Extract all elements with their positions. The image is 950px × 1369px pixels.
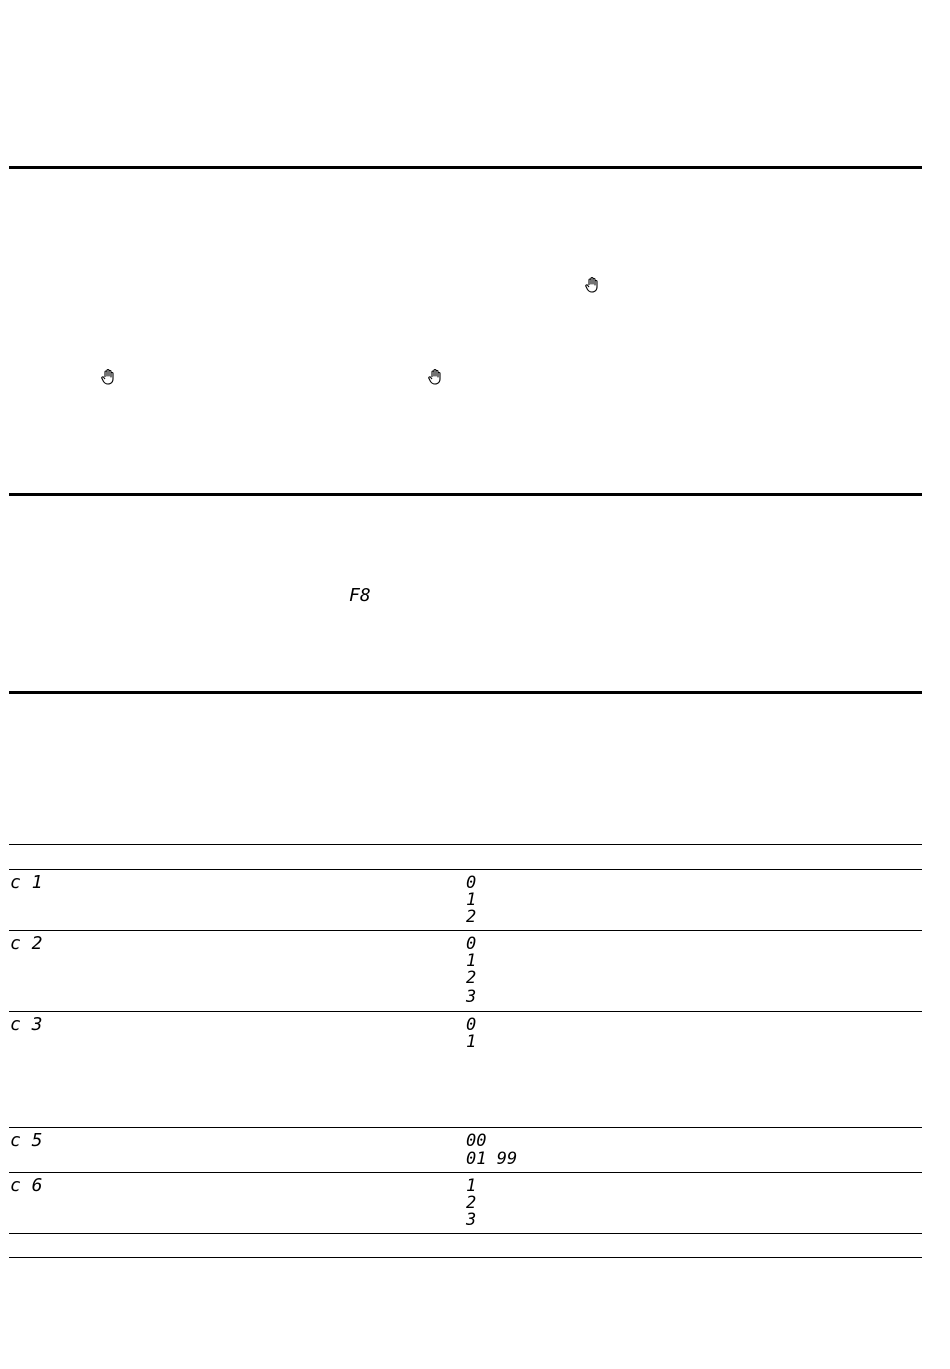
section-divider-3 (9, 691, 922, 694)
row-divider (9, 1011, 922, 1012)
setting-value: 00 (466, 1131, 487, 1151)
row-divider (9, 930, 922, 931)
table-top-rule (9, 844, 922, 845)
setting-value: 2 (466, 1193, 477, 1213)
table-header-rule (9, 869, 922, 870)
setting-value: 2 (466, 907, 477, 927)
setting-code: c 2 (10, 933, 43, 954)
setting-value: 0 (466, 1015, 477, 1035)
section-divider-2 (9, 493, 922, 496)
setting-value: 3 (466, 1210, 477, 1230)
setting-value: 1 (466, 890, 477, 910)
hand-touch-icon (584, 276, 600, 294)
setting-value: 1 (466, 951, 477, 971)
section-divider-1 (9, 166, 922, 169)
setting-value: 1 (466, 1176, 477, 1196)
display-code-f8: F8 (349, 585, 371, 606)
table-bottom-rule (9, 1257, 922, 1258)
row-divider (9, 1233, 922, 1234)
setting-code: c 3 (10, 1014, 43, 1035)
setting-code: c 5 (10, 1130, 43, 1151)
hand-touch-icon (100, 368, 116, 386)
setting-value: 0 (466, 873, 477, 893)
setting-value: 2 (466, 968, 477, 988)
setting-value: 1 (466, 1032, 477, 1052)
setting-code: c 6 (10, 1175, 43, 1196)
setting-value: 0 (466, 934, 477, 954)
hand-touch-icon (427, 368, 443, 386)
row-divider (9, 1172, 922, 1173)
setting-value: 01 99 (466, 1149, 518, 1169)
setting-value: 3 (466, 987, 477, 1007)
row-divider (9, 1127, 922, 1128)
setting-code: c 1 (10, 872, 43, 893)
